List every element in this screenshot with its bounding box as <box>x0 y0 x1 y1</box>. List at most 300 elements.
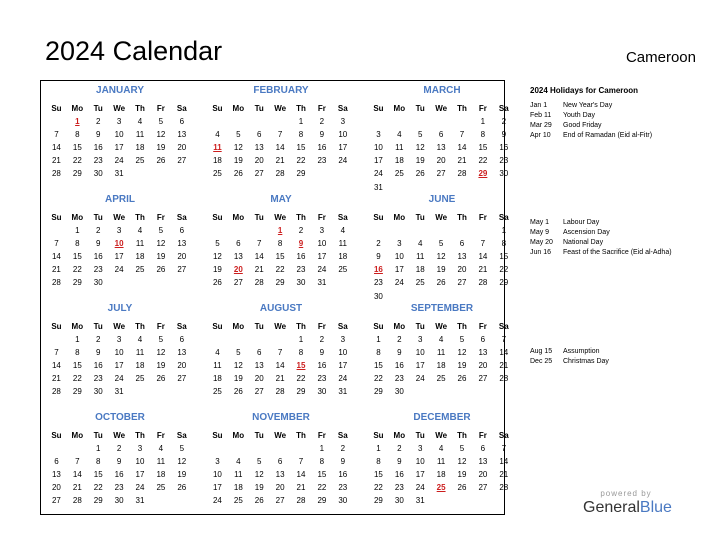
day-cell: 5 <box>236 348 241 358</box>
day-cell: 8 <box>376 457 381 467</box>
day-cell: 4 <box>418 239 423 249</box>
day-cell: 23 <box>93 156 103 166</box>
day-cell: 8 <box>75 348 80 358</box>
day-cell: 17 <box>114 252 124 262</box>
weekday-header: Su <box>373 213 384 222</box>
day-cell: 11 <box>416 252 425 262</box>
day-cell: 6 <box>459 239 465 249</box>
day-cell: 22 <box>373 483 383 493</box>
day-cell: 15 <box>373 361 383 371</box>
week-row <box>46 385 192 398</box>
weekday-header: We <box>274 104 287 113</box>
day-cell: 10 <box>415 348 425 358</box>
weekday-header: Sa <box>176 104 187 113</box>
weekday-header: Fr <box>478 104 487 113</box>
day-cell: 16 <box>499 143 509 153</box>
day-cell: 11 <box>135 348 145 358</box>
month-title: MAY <box>270 194 292 205</box>
weekday-header: Mo <box>393 322 406 331</box>
week-row <box>207 494 353 507</box>
week-row <box>46 250 192 263</box>
weekday-header: We <box>113 213 126 222</box>
day-cell: 26 <box>457 483 467 493</box>
week-row <box>207 468 353 481</box>
weekday-header: Sa <box>337 213 348 222</box>
day-cell: 26 <box>156 265 166 275</box>
day-cell: 13 <box>254 361 264 371</box>
holiday-item <box>530 101 700 111</box>
month-september <box>368 300 516 406</box>
day-cell: 31 <box>415 496 425 506</box>
month-day-grid <box>46 320 192 399</box>
day-cell: 18 <box>415 265 425 275</box>
week-row <box>368 237 514 250</box>
day-cell: 27 <box>478 374 488 384</box>
day-cell: 25 <box>212 169 222 179</box>
weekday-header: Th <box>457 322 467 331</box>
day-cell: 19 <box>457 470 467 480</box>
day-cell: 3 <box>116 117 122 127</box>
day-cell: 15 <box>72 361 82 371</box>
day-cell: 28 <box>275 387 285 397</box>
day-cell: 6 <box>257 348 262 358</box>
day-cell: 28 <box>478 278 488 288</box>
day-cell: 19 <box>254 483 264 493</box>
week-row <box>46 237 192 250</box>
day-cell: 24 <box>135 483 145 493</box>
day-cell: 7 <box>257 239 262 249</box>
day-cell: 14 <box>72 470 82 480</box>
weekday-header: Tu <box>254 431 264 440</box>
day-cell: 24 <box>212 496 222 506</box>
week-row <box>207 237 353 250</box>
day-cell: 5 <box>438 239 444 249</box>
week-row <box>46 494 192 507</box>
day-cell: 2 <box>397 335 402 345</box>
weekday-header: Tu <box>93 213 103 222</box>
day-cell: 2 <box>340 444 346 454</box>
weekday-header: Tu <box>415 104 425 113</box>
holiday-date: Aug 15 <box>530 348 553 355</box>
day-cell: 12 <box>457 348 467 358</box>
day-cell: 7 <box>54 130 59 140</box>
day-cell: 5 <box>179 444 185 454</box>
day-cell: 20 <box>177 361 187 371</box>
weekday-header: Mo <box>232 213 245 222</box>
holiday-date: May 20 <box>530 239 553 246</box>
day-cell: 29 <box>72 278 82 288</box>
holiday-name: Good Friday <box>563 122 602 129</box>
day-cell: 13 <box>254 143 264 153</box>
day-cell: 12 <box>156 348 166 358</box>
month-title: FEBRUARY <box>253 85 309 96</box>
day-cell: 26 <box>156 156 166 166</box>
day-cell: 8 <box>75 239 80 249</box>
day-cell: 2 <box>501 117 507 127</box>
day-cell: 19 <box>156 361 166 371</box>
day-cell: 30 <box>93 278 103 288</box>
calendar-grid <box>40 80 509 515</box>
day-cell: 13 <box>457 252 467 262</box>
week-row <box>46 455 192 468</box>
weekday-header: Mo <box>71 104 84 113</box>
day-cell: 9 <box>397 457 402 467</box>
holiday-date: May 9 <box>530 229 550 236</box>
day-cell: 7 <box>459 130 465 140</box>
day-cell: 17 <box>415 361 425 371</box>
month-day-grid <box>207 429 353 508</box>
day-cell: 31 <box>317 278 327 288</box>
day-cell: 28 <box>275 169 285 179</box>
day-cell: 11 <box>135 130 145 140</box>
day-cell: 18 <box>233 483 243 493</box>
day-cell: 9 <box>501 130 507 140</box>
day-cell: 22 <box>317 483 327 493</box>
day-cell: 27 <box>275 496 285 506</box>
week-row <box>207 481 353 494</box>
weekday-header: We <box>435 431 448 440</box>
week-row <box>207 141 353 154</box>
week-row <box>368 468 514 481</box>
day-cell: 14 <box>478 252 488 262</box>
day-cell: 24 <box>338 156 348 166</box>
day-cell: 11 <box>436 348 446 358</box>
day-cell: 13 <box>436 143 446 153</box>
day-cell: 14 <box>275 361 285 371</box>
day-cell: 17 <box>394 265 404 275</box>
day-cell: 28 <box>51 278 61 288</box>
day-cell: 13 <box>177 239 187 249</box>
day-cell: 9 <box>340 457 346 467</box>
day-cell: 29 <box>93 496 103 506</box>
day-cell: 11 <box>436 457 446 467</box>
weekday-header: Fr <box>478 431 487 440</box>
day-cell: 31 <box>373 182 383 192</box>
week-row <box>368 224 514 237</box>
day-cell: 10 <box>135 457 145 467</box>
day-cell: 6 <box>236 239 241 249</box>
weekday-header: We <box>435 213 448 222</box>
weekday-header-row <box>46 211 192 224</box>
day-cell: 6 <box>480 444 486 454</box>
day-cell: 28 <box>254 278 264 288</box>
holiday-name: Feast of the Sacrifice (Eid al-Adha) <box>563 249 672 256</box>
weekday-header-row <box>46 102 192 115</box>
weekday-header: Th <box>296 104 306 113</box>
weekday-header-row <box>368 211 514 224</box>
month-day-grid <box>368 320 514 399</box>
weekday-header: We <box>274 322 287 331</box>
holiday-date: Dec 25 <box>530 358 553 365</box>
day-cell: 15 <box>72 143 82 153</box>
week-row <box>368 250 514 263</box>
day-cell: 17 <box>114 143 124 153</box>
day-cell: 2 <box>96 335 101 345</box>
week-row <box>368 115 514 128</box>
month-day-grid <box>207 211 353 290</box>
week-row <box>207 372 353 385</box>
month-day-grid <box>368 211 514 303</box>
day-cell: 17 <box>373 156 383 166</box>
day-cell: 13 <box>177 130 187 140</box>
day-cell: 20 <box>457 265 467 275</box>
day-cell: 6 <box>179 335 185 345</box>
weekday-header: Th <box>457 104 467 113</box>
day-cell: 5 <box>459 444 465 454</box>
day-cell: 26 <box>233 169 243 179</box>
day-cell: 19 <box>177 470 187 480</box>
day-cell: 9 <box>319 348 325 358</box>
day-cell: 10 <box>394 252 404 262</box>
page-title: 2024 Calendar <box>45 36 223 66</box>
day-cell: 2 <box>319 117 325 127</box>
day-cell: 21 <box>499 470 509 480</box>
day-cell: 1 <box>501 226 507 236</box>
day-cell: 4 <box>438 444 444 454</box>
day-cell: 28 <box>499 483 509 493</box>
holiday-list <box>530 218 700 258</box>
day-cell: 18 <box>212 374 222 384</box>
day-cell: 24 <box>317 265 327 275</box>
day-cell: 27 <box>254 387 264 397</box>
holiday-day-cell: 16 <box>373 265 383 275</box>
day-cell: 23 <box>394 374 404 384</box>
day-cell: 17 <box>212 483 222 493</box>
day-cell: 11 <box>156 457 166 467</box>
day-cell: 23 <box>394 483 404 493</box>
weekday-header: Su <box>51 431 62 440</box>
weekday-header: Sa <box>337 431 348 440</box>
day-cell: 3 <box>340 117 346 127</box>
day-cell: 5 <box>158 117 164 127</box>
day-cell: 26 <box>436 278 446 288</box>
day-cell: 8 <box>319 457 325 467</box>
week-row <box>368 372 514 385</box>
day-cell: 23 <box>93 374 103 384</box>
holiday-day-cell: 11 <box>213 143 222 153</box>
week-row <box>46 167 192 180</box>
day-cell: 1 <box>376 444 381 454</box>
day-cell: 12 <box>457 457 467 467</box>
week-row <box>207 333 353 346</box>
week-row <box>46 224 192 237</box>
day-cell: 20 <box>436 156 446 166</box>
day-cell: 30 <box>93 169 103 179</box>
brand-name: GeneralBlue <box>583 499 672 516</box>
day-cell: 30 <box>394 496 404 506</box>
day-cell: 7 <box>501 444 507 454</box>
weekday-header: Tu <box>254 322 264 331</box>
day-cell: 28 <box>51 387 61 397</box>
month-day-grid <box>368 102 514 194</box>
day-cell: 15 <box>499 252 509 262</box>
weekday-header: Fr <box>317 213 326 222</box>
day-cell: 30 <box>114 496 124 506</box>
weekday-header: Th <box>296 431 306 440</box>
day-cell: 22 <box>373 374 383 384</box>
weekday-header: Mo <box>71 213 84 222</box>
day-cell: 7 <box>480 239 486 249</box>
week-row <box>46 141 192 154</box>
day-cell: 26 <box>254 496 264 506</box>
day-cell: 24 <box>394 278 404 288</box>
month-december <box>368 409 516 515</box>
weekday-header: Mo <box>71 431 84 440</box>
weekday-header: Fr <box>478 322 487 331</box>
week-row <box>46 346 192 359</box>
weekday-header: Tu <box>415 431 425 440</box>
month-day-grid <box>46 211 192 290</box>
day-cell: 26 <box>177 483 187 493</box>
weekday-header: Th <box>135 431 145 440</box>
week-row <box>207 128 353 141</box>
weekday-header: Su <box>373 431 384 440</box>
day-cell: 24 <box>415 374 425 384</box>
day-cell: 23 <box>114 483 124 493</box>
day-cell: 3 <box>418 444 423 454</box>
day-cell: 2 <box>96 117 101 127</box>
day-cell: 19 <box>457 361 467 371</box>
day-cell: 27 <box>177 156 187 166</box>
day-cell: 24 <box>114 374 124 384</box>
day-cell: 14 <box>499 457 509 467</box>
day-cell: 7 <box>54 348 59 358</box>
holiday-name: Youth Day <box>563 112 596 119</box>
day-cell: 10 <box>317 239 327 249</box>
week-row <box>207 442 353 455</box>
day-cell: 21 <box>275 156 285 166</box>
day-cell: 27 <box>478 483 488 493</box>
day-cell: 26 <box>156 374 166 384</box>
day-cell: 9 <box>96 130 101 140</box>
week-row <box>368 276 514 289</box>
day-cell: 16 <box>317 361 327 371</box>
month-title: MARCH <box>423 85 461 96</box>
day-cell: 22 <box>296 156 306 166</box>
day-cell: 24 <box>415 483 425 493</box>
month-february <box>207 82 355 188</box>
day-cell: 24 <box>373 169 383 179</box>
week-row <box>207 115 353 128</box>
day-cell: 26 <box>233 387 243 397</box>
day-cell: 20 <box>177 252 187 262</box>
day-cell: 12 <box>212 252 222 262</box>
day-cell: 19 <box>156 252 166 262</box>
day-cell: 4 <box>215 348 220 358</box>
day-cell: 11 <box>338 239 347 249</box>
holiday-item <box>530 131 700 141</box>
holiday-name: End of Ramadan (Eid al-Fitr) <box>563 132 653 139</box>
day-cell: 19 <box>156 143 166 153</box>
month-title: DECEMBER <box>413 412 471 423</box>
day-cell: 10 <box>373 143 383 153</box>
day-cell: 23 <box>499 156 509 166</box>
weekday-header: Fr <box>317 431 326 440</box>
weekday-header: Sa <box>176 213 187 222</box>
holiday-date: Feb 11 <box>530 112 552 119</box>
day-cell: 27 <box>177 374 187 384</box>
weekday-header: Th <box>135 213 145 222</box>
day-cell: 17 <box>135 470 145 480</box>
week-row <box>368 263 514 276</box>
day-cell: 30 <box>394 387 404 397</box>
day-cell: 28 <box>296 496 306 506</box>
day-cell: 25 <box>212 387 222 397</box>
day-cell: 25 <box>436 374 446 384</box>
day-cell: 29 <box>373 387 383 397</box>
holiday-name: New Year's Day <box>563 102 613 109</box>
week-row <box>46 128 192 141</box>
weekday-header: Su <box>373 104 384 113</box>
week-row <box>368 359 514 372</box>
week-row <box>368 455 514 468</box>
day-cell: 2 <box>319 335 325 345</box>
holiday-item <box>530 121 700 131</box>
day-cell: 12 <box>415 143 425 153</box>
weekday-header: Th <box>135 322 145 331</box>
day-cell: 30 <box>499 169 509 179</box>
day-cell: 4 <box>137 335 143 345</box>
weekday-header: Sa <box>498 213 509 222</box>
month-day-grid <box>368 429 514 508</box>
day-cell: 10 <box>338 130 348 140</box>
day-cell: 9 <box>397 348 402 358</box>
day-cell: 19 <box>233 374 243 384</box>
day-cell: 1 <box>75 226 80 236</box>
week-row <box>46 372 192 385</box>
day-cell: 16 <box>93 143 103 153</box>
holiday-name: Assumption <box>563 348 600 355</box>
weekday-header: Su <box>212 431 223 440</box>
day-cell: 20 <box>254 156 264 166</box>
day-cell: 12 <box>156 130 166 140</box>
day-cell: 3 <box>319 226 325 236</box>
weekday-header: Th <box>296 322 306 331</box>
day-cell: 30 <box>338 496 348 506</box>
day-cell: 13 <box>51 470 61 480</box>
day-cell: 16 <box>338 470 348 480</box>
weekday-header: Mo <box>71 322 84 331</box>
weekday-header: Sa <box>498 431 509 440</box>
weekday-header: We <box>435 104 448 113</box>
week-row <box>368 167 514 180</box>
day-cell: 8 <box>96 457 101 467</box>
day-cell: 16 <box>394 361 404 371</box>
weekday-header-row <box>207 102 353 115</box>
weekday-header: We <box>113 431 126 440</box>
weekday-header: Th <box>296 213 306 222</box>
month-title: SEPTEMBER <box>410 303 474 314</box>
weekday-header: Sa <box>337 322 348 331</box>
weekday-header: Mo <box>393 213 406 222</box>
powered-by-label: powered by <box>600 489 652 498</box>
day-cell: 14 <box>296 470 306 480</box>
weekday-header: Th <box>457 213 467 222</box>
month-august <box>207 300 355 406</box>
day-cell: 17 <box>114 361 124 371</box>
holiday-item <box>530 111 700 121</box>
week-row <box>368 481 514 494</box>
day-cell: 17 <box>338 143 348 153</box>
day-cell: 11 <box>234 470 243 480</box>
day-cell: 1 <box>75 335 80 345</box>
day-cell: 15 <box>275 252 285 262</box>
day-cell: 21 <box>296 483 306 493</box>
day-cell: 22 <box>296 374 306 384</box>
country-name: Cameroon <box>625 49 696 66</box>
brand-logo <box>583 489 672 517</box>
month-title: AUGUST <box>259 303 303 314</box>
